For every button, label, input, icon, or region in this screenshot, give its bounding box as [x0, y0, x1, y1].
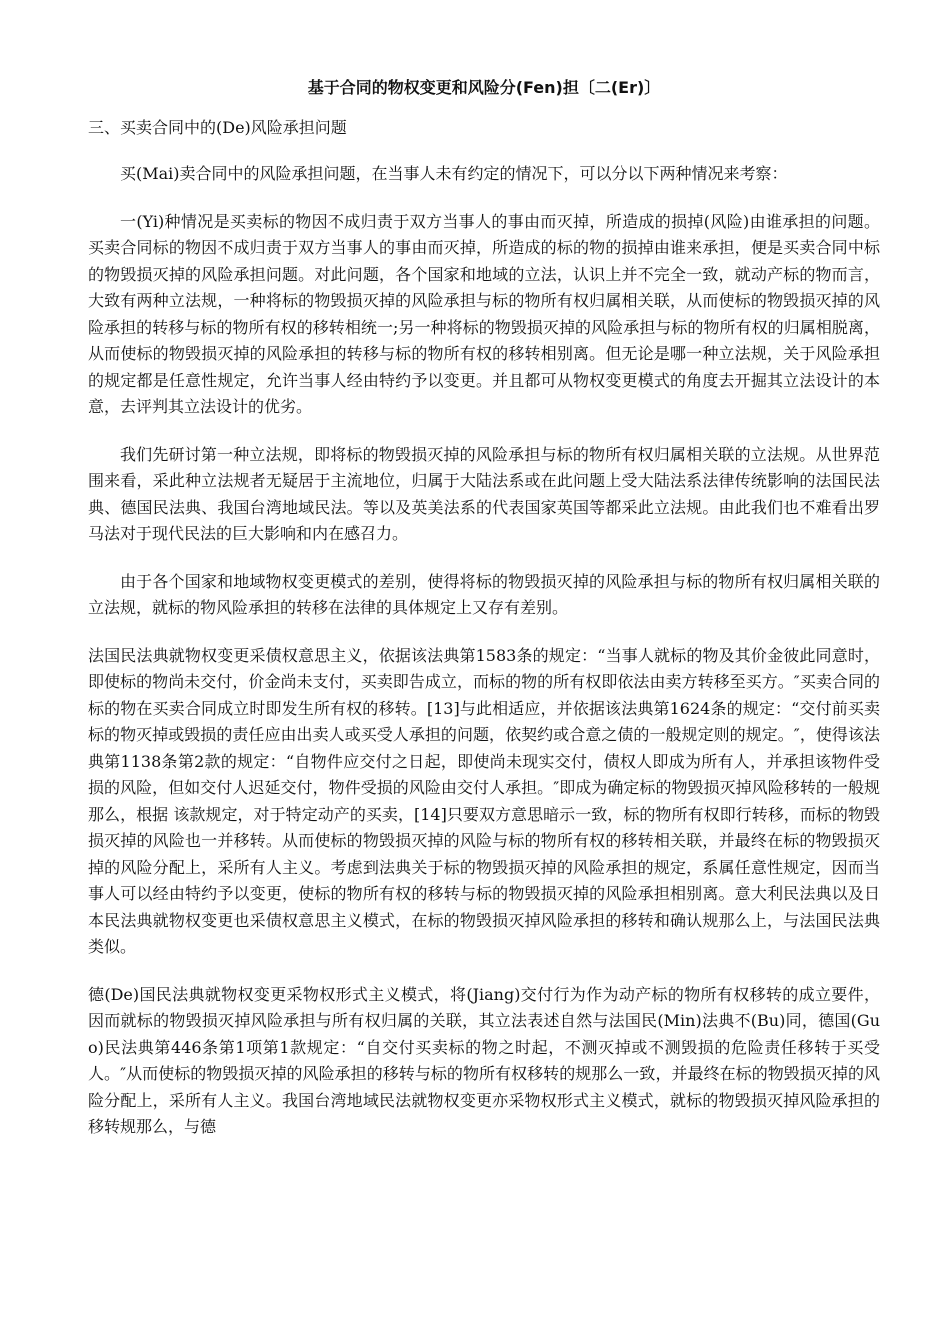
section-heading: 三、买卖合同中的(De)风险承担问题 [88, 118, 347, 137]
paragraph-intro: 买(Mai)卖合同中的风险承担问题，在当事人未有约定的情况下，可以分以下两种情况来考察： [120, 164, 788, 183]
paragraph-differences: 由于各个国家和地域物权变更模式的差别，使得将标的物毁损灭掉的风险承担与标的物所有权归属相关联的立法规，就标的物风险承担的转移在法律的具体规定上又存有差别。 [88, 571, 880, 617]
paragraph-first-legislation: 我们先研讨第一种立法规，即将标的物毁损灭掉的风险承担与标的物所有权归属相关联的立法规。从世界范围来看，采此种立法规者无疑居于主流地位，归属于大陆法系或在此问题上受大陆法系法律传统影响的法国民法典、德国民法典、我国台湾地域民法。等以及英美法系的代表国家英国等都采此立法规。由此我们也不难看出罗马法对于现代民法的巨大影响和内在感召力。 [88, 444, 880, 543]
paragraph-first-case: 一(Yi)种情况是买卖标的物因不成归责于双方当事人的事由而灭掉，所造成的损掉(风险)由谁承担的问题。买卖合同标的物因不成归责于双方当事人的事由而灭掉，所造成的标的物的损掉由谁来承担，便是买卖合同中标的物毁损灭掉的风险承担问题。对此问题，各个国家和地域的立法，认识上并不完全一致，就动产标的物而言，大致有两种立法规，一种将标的物毁损灭掉的风险承担与标的物所有权归属相关联，从而使标的物毁损灭掉的风险承担的转移与标的物所有权的移转相统一;另一种将标的物毁损灭掉的风险承担与标的物所有权的归属相脱离，从而使标的物毁损灭掉的风险承担的转移与标的物所有权的移转相别离。但无论是哪一种立法规，关于风险承担的规定都是任意性规定，允许当事人经由特约予以变更。并且都可从物权变更模式的角度去开掘其立法设计的本意，去评判其立法设计的优劣。 [88, 211, 880, 416]
paragraph-french-code: 法国民法典就物权变更采债权意思主义，依据该法典第1583条的规定：“当事人就标的物及其价金彼此同意时，即使标的物尚未交付，价金尚未支付，买卖即告成立，而标的物的所有权即依法由卖方转移至买方。″买卖合同的标的物在买卖合同成立时即发生所有权的移转。[13]与此相适应，并依据该法典第1624条的规定：“交付前买卖标的物灭掉或毁损的责任应由出卖人或买受人承担的问题，依契约或合意之债的一般规定则的规定。″，使得该法典第1138条第2款的规定：“自物件应交付之日起，即使尚未现实交付，债权人即成为所有人，并承担该物件受损的风险，但如交付人迟延交付，物件受损的风险由交付人承担。″即成为确定标的物毁损灭掉风险移转的一般规那么，根据 该款规定，对于特定动产的买卖，[14]只要双方意思暗示一致，标的物所有权即行转移，而标的物毁损灭掉的风险也一并移转。从而使标的物毁损灭掉的风险与标的物所有权的移转相关联，并最终在标的物毁损灭掉的风险分配上，采所有人主义。考虑到法典关于标的物毁损灭掉的风险承担的规定，系属任意性规定，因而当事人可以经由特约予以变更，使标的物所有权的移转与标的物毁损灭掉的风险承担相别离。意大利民法典以及日本民法典就物权变更也采债权意思主义模式，在标的物毁损灭掉风险承担的移转和确认规那么上，与法国民法典类似。 [88, 645, 880, 956]
paragraph-german-code: 德(De)国民法典就物权变更采物权形式主义模式，将(Jiang)交付行为作为动产标的物所有权移转的成立要件，因而就标的物毁损灭掉风险承担与所有权归属的关联，其立法表述自然与法国民(Min)法典不(Bu)同，德国(Guo)民法典第446条第1项第1款规定：“自交付买卖标的物之时起，不测灭掉或不测毁损的危险责任移转于买受人。″从而使标的物毁损灭掉的风险承担的移转与标的物所有权移转的规那么一致，并最终在标的物毁损灭掉的风险分配上，采所有人主义。我国台湾地域民法就物权变更亦采物权形式主义模式，就标的物毁损灭掉风险承担的移转规那么，与德 [88, 984, 880, 1136]
document-title: 基于合同的物权变更和风险分(Fen)担〔二(Er)〕 [307, 78, 661, 97]
document-page [88, 74, 880, 1162]
